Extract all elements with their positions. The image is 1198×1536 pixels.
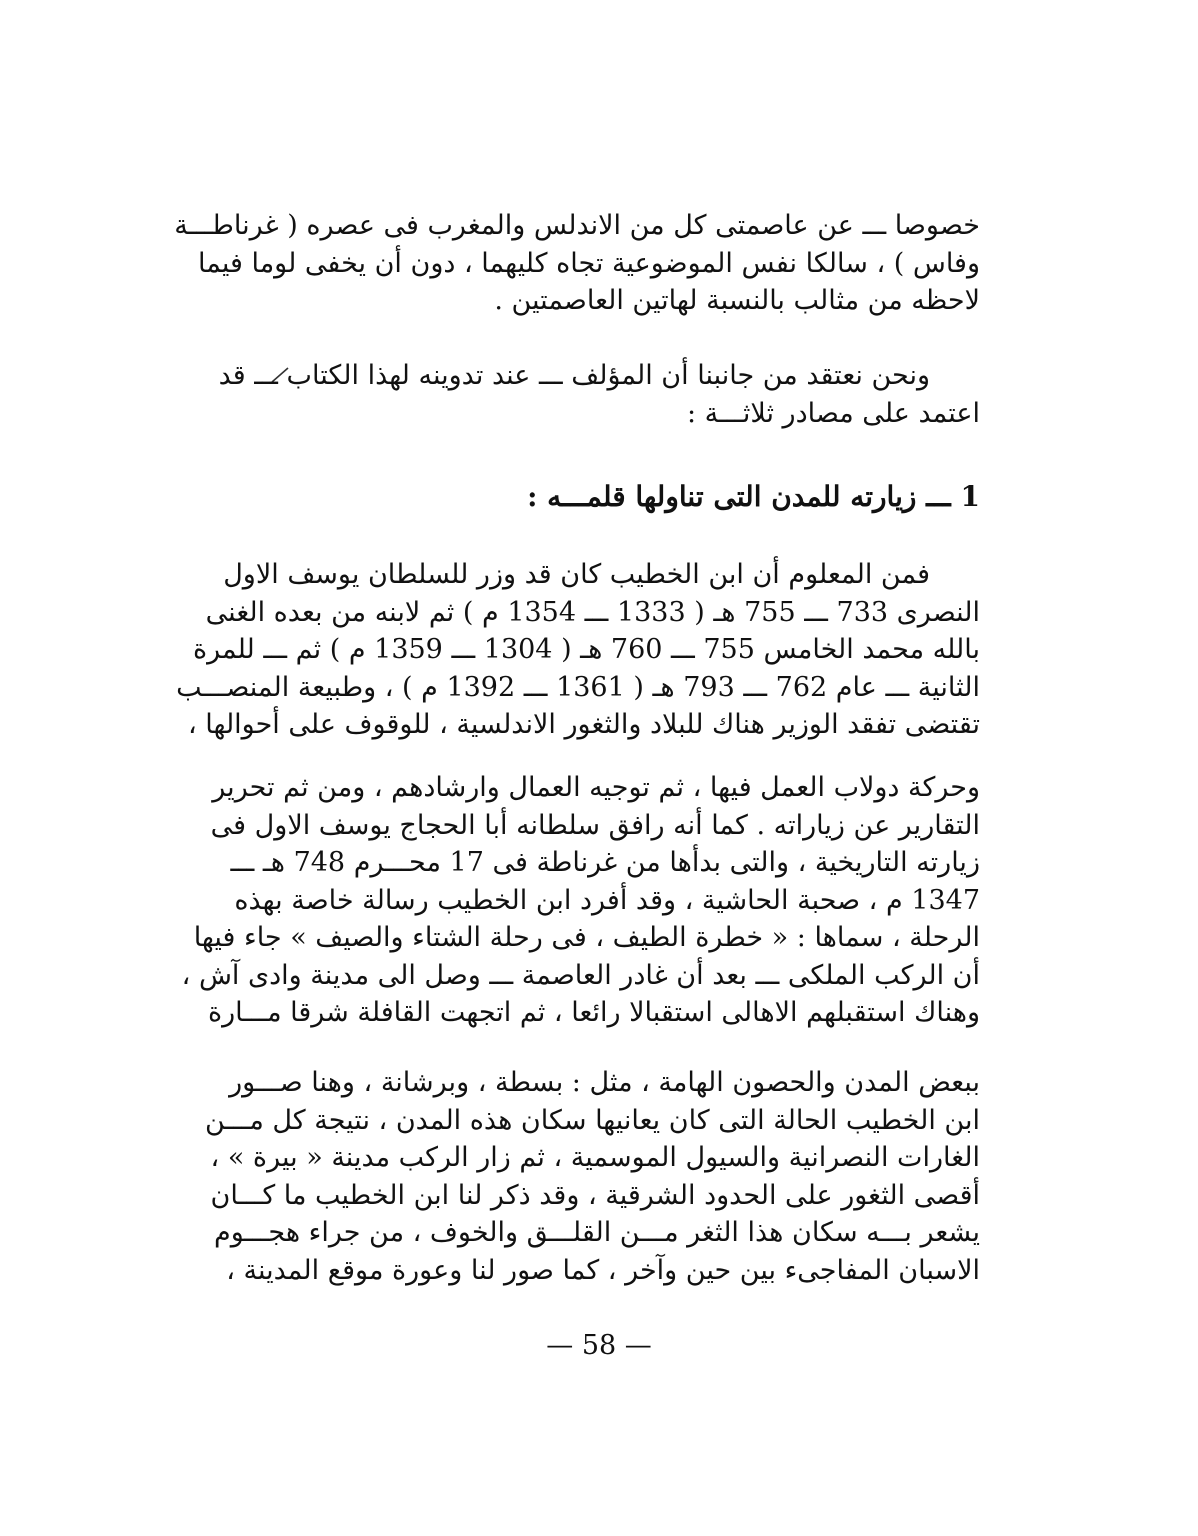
paragraph-1 — [174, 207, 980, 320]
paragraph-3 — [176, 556, 980, 744]
page-number: — 58 — — [546, 1330, 652, 1361]
text-line: النصرى 733 ـــ 755 هـ ( 1333 ـــ 1354 م ) ثم لابنه من بعده الغنى — [205, 596, 980, 628]
text-line: خصوصا ـــ عن عاصمتى كل من الاندلس والمغرب فى عصره ( غرناطـــة — [174, 210, 980, 241]
text-line: اعتمد على مصادر ثلاثـــة : — [686, 397, 980, 429]
text-line: تقتضى تفقد الوزير هناك للبلاد والثغور الاندلسية ، للوقوف على أحوالها ، — [187, 709, 980, 740]
text-line: وفاس ) ، سالكا نفس الموضوعية تجاه كليهما ، دون أن يخفى لوما فيما — [198, 247, 980, 279]
section-heading: 1 ـــ زيارته للمدن التى تناولها قلمـــه : — [527, 480, 980, 513]
paragraph-5 — [205, 1064, 980, 1289]
paragraph-4 — [181, 769, 980, 1032]
text-line: الثانية ـــ عام 762 ـــ 793 هـ ( 1361 ـــ 1392 م ) ، وطبيعة المنصـــب — [176, 671, 980, 703]
text-line: الرحلة ، سماها : « خطرة الطيف ، فى رحلة الشتاء والصيف » جاء فيها — [193, 922, 980, 953]
text-line: يشعر بـــه سكان هذا الثغر مـــن القلـــق والخوف ، من جراء هجـــوم — [214, 1217, 980, 1248]
text-line: الاسبان المفاجىء بين حين وآخر ، كما صور لنا وعورة موقع المدينة ، — [226, 1254, 980, 1286]
text-line: وحركة دولاب العمل فيها ، ثم توجيه العمال وارشادهم ، ومن ثم تحرير — [212, 772, 980, 803]
text-line: 1347 م ، صحبة الحاشية ، وقد أفرد ابن الخطيب رسالة خاصة بهذه — [234, 884, 980, 916]
text-line: التقارير عن زياراته . كما أنه رافق سلطانه أبا الحجاج يوسف الاول فى — [210, 809, 980, 841]
text-line: فمن المعلوم أن ابن الخطيب كان قد وزر للسلطان يوسف الاول — [223, 559, 930, 590]
text-line: وهناك استقبلهم الاهالى استقبالا رائعا ، ثم اتجهت القافلة شرقا مـــارة — [207, 997, 980, 1028]
text-line: زيارته التاريخية ، والتى بدأها من غرناطة فى 17 محـــرم 748 هـ ـــ — [230, 847, 980, 878]
text-line: بالله محمد الخامس 755 ـــ 760 هـ ( 1304 ـــ 1359 م ) ثم ـــ للمرة — [192, 634, 980, 665]
text-line: ببعض المدن والحصون الهامة ، مثل : بسطة ، وبرشانة ، وهنا صـــور — [229, 1067, 980, 1098]
paragraph-2 — [218, 357, 980, 432]
text-line: لاحظه من مثالب بالنسبة لهاتين العاصمتين . — [494, 285, 980, 316]
text-line: الغارات النصرانية والسيول الموسمية ، ثم زار الركب مدينة « بيرة » ، — [210, 1142, 980, 1173]
text-line: أقصى الثغور على الحدود الشرقية ، وقد ذكر لنا ابن الخطيب ما كـــان — [210, 1179, 980, 1211]
text-line: أن الركب الملكى ـــ بعد أن غادر العاصمة ـــ وصل الى مدينة وادى آش ، — [181, 959, 980, 991]
text-line: ونحن نعتقد من جانبنا أن المؤلف ـــ عند تدوينه لهذا الكتاب ـــ قد — [218, 360, 930, 391]
text-line: ابن الخطيب الحالة التى كان يعانيها سكان هذه المدن ، نتيجة كل مـــن — [205, 1104, 980, 1136]
